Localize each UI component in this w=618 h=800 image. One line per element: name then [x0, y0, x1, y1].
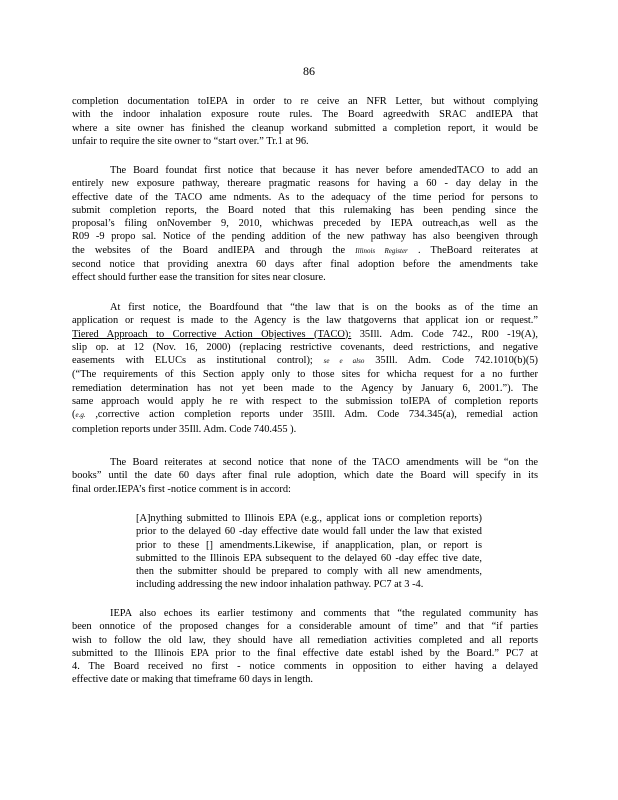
case-title-underlined: Tiered Approach to Corrective Action Objectives (TACO): — [72, 328, 352, 340]
text-line: final order.IEPA’s first -notice comment is in accord: — [72, 483, 291, 495]
text-line: 4. The Board received no first - notice comments in opposition to either having a delayed — [72, 661, 538, 673]
quote-line: [A]nything submitted to Illinois EPA (e.g., applicat ions or completion reports) — [136, 513, 482, 524]
quote-line: submitted to the Illinois EPA subsequent to the delayed 60 -day effec tive date, — [136, 552, 482, 564]
text-line: application or request is made to the Agency is the law thatgoverns that applicat ion or request.” — [72, 315, 538, 327]
text-line — [72, 244, 538, 258]
text-line: unfair to require the site owner to “start over.” Tr.1 at 96. — [72, 135, 309, 147]
block-quote — [136, 512, 482, 592]
text-line: The Board foundat first notice that because it has never before amendedTACO to add an — [110, 165, 538, 176]
text-line: effective date of the TACO ame ndments. As to the adequacy of the time period for persons to — [72, 191, 538, 203]
text-segment: easements with ELUCs as institutional control); — [72, 355, 313, 367]
text-line: entirely new exposure pathway, thereare pragmatic reasons for having a 60 - day delay in the — [72, 178, 538, 190]
text-line: slip op. at 12 (Nov. 16, 2000) (replacing restrictive covenants, deed restrictions, and negative — [72, 341, 538, 353]
text-segment: the websites of the Board andIEPA and through the — [72, 244, 346, 256]
text-line: books” until the date 60 days after final rule adoption, which date the Board will specify in its — [72, 470, 538, 482]
text-line: submit completion reports, the Board noted that this rulemaking has been pending since the — [72, 204, 538, 216]
text-line: R09 -9 propo sal. Notice of the pending addition of the new pathway has also beengiven through — [72, 231, 538, 243]
paragraph-1 — [72, 95, 538, 148]
text-line: remediation determination has not yet been made to the Agency by January 6, 2001.”). The — [72, 382, 538, 394]
text-line: The Board reiterates at second notice that none of the TACO amendments will be “on the — [110, 457, 538, 468]
text-segment: 35Ill. Adm. Code 742.1010(b)(5) — [375, 355, 538, 367]
text-line — [72, 328, 538, 341]
text-segment: . TheBoard reiterates at — [417, 244, 538, 256]
text-line: second notice that providing anextra 60 days after final adoption before the amendments take — [72, 259, 538, 271]
text-line: submitted to the Illinois EPA prior to the final effective date establ ished by the Board.” PC7 at — [72, 647, 538, 659]
quote-line: prior to these [] amendments.Likewise, if anapplication, plan, or report is — [136, 539, 482, 551]
text-line: wish to follow the old law, they should have all remediation activities completed and all reports — [72, 634, 538, 646]
text-line: completion reports under 35Ill. Adm. Code 740.455 ). — [72, 423, 297, 435]
text-segment: 35Ill. Adm. Code 742., R00 -19(A), — [359, 328, 538, 340]
page-number: 86 — [303, 64, 315, 78]
quote-line: then the submitter should be prepared to comply with all new amendments, — [136, 566, 482, 578]
text-line: effect should further ease the transition for sites near closure. — [72, 272, 326, 284]
text-line: (e.g. ,corrective action completion reports under 35Ill. Adm. Code 734.345(a), remedial action — [72, 409, 538, 421]
paragraph-4 — [72, 456, 538, 496]
text-line — [72, 354, 538, 368]
text-line: (“The requirements of this Section apply only to those sites for whicha request for a no further — [72, 369, 538, 381]
text-line: where a site owner has finished the cleanup workand submitted a completion report, it would be — [72, 122, 538, 134]
text-line: At first notice, the Boardfound that “the law that is on the books as of the time an — [110, 302, 538, 313]
text-segment: ,corrective action completion reports under 35Ill. Adm. Code 734.345(a), remedial action — [95, 409, 538, 421]
eg-signal: e.g. — [75, 411, 86, 420]
paragraph-3 — [72, 301, 538, 436]
text-line: completion documentation toIEPA in order to re ceive an NFR Letter, but without complying — [72, 96, 538, 107]
paragraph-5 — [72, 607, 538, 687]
paragraph-2 — [72, 164, 538, 285]
illinois-register-citation: Illinois Register — [355, 246, 408, 255]
text-line: proposal’s filing onNovember 9, 2010, whichwas preceded by IEPA outreach,as well as the — [72, 218, 538, 230]
quote-line: including addressing the new indoor inhalation pathway. PC7 at 3 -4. — [136, 579, 424, 591]
see-also-signal: se e also — [323, 357, 365, 366]
quote-line: prior to the delayed 60 -day effective date would fall under the law that existed — [136, 526, 482, 538]
text-line: been onnotice of the proposed changes for a considerable amount of time” and that “if parties — [72, 621, 538, 633]
text-line: IEPA also echoes its earlier testimony and comments that “the regulated community has — [110, 608, 538, 619]
text-line: effective date or making that timeframe 60 days in length. — [72, 674, 314, 686]
text-line: same approach would apply he re with respect to the submission toIEPA of completion reports — [72, 396, 538, 408]
text-line: with the indoor inhalation exposure route rules. The Board agreedwith SRAC andIEPA that — [72, 109, 538, 121]
